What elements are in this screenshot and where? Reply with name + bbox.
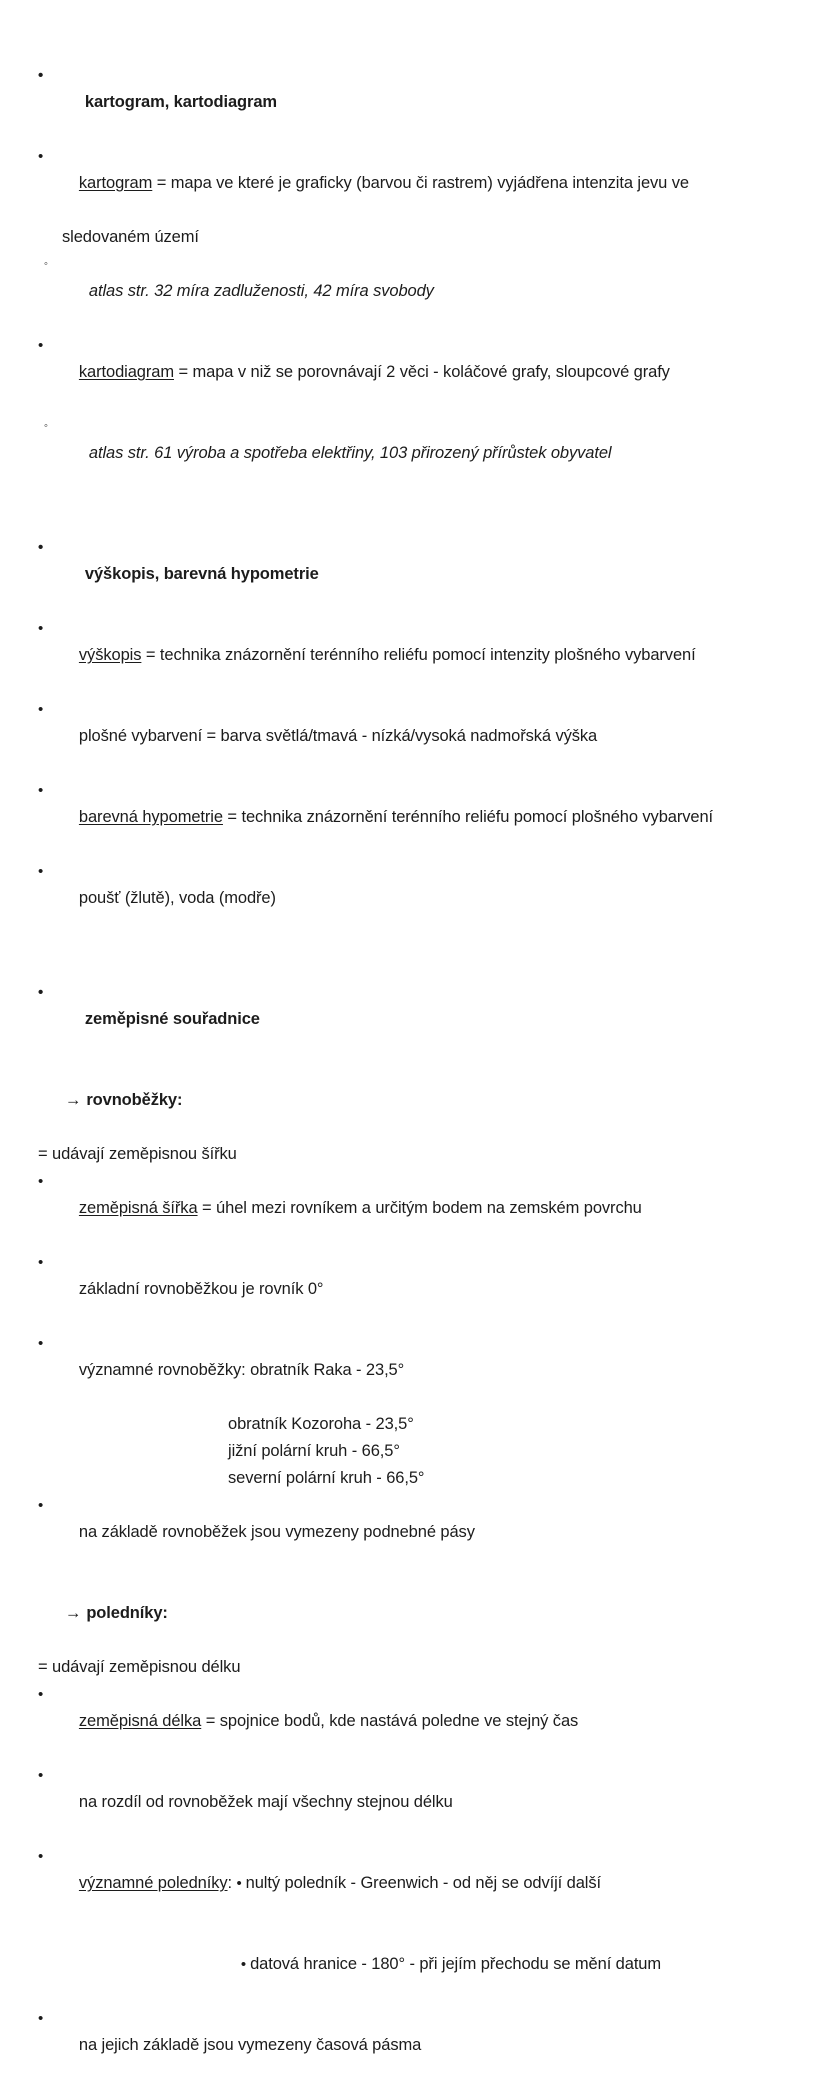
list-item [38, 858, 778, 939]
aligned-item-severni-polarni-kruh: severní polární kruh - 66,5° [228, 1469, 425, 1487]
subsection-heading-text: poledníky: [86, 1604, 168, 1622]
list-item-text: základní rovnoběžkou je rovník 0° [78, 1280, 324, 1298]
bullet-filled-icon: • [38, 67, 44, 84]
list-item-text: = spojnice bodů, kde nastává poledne ve stejný čas [201, 1712, 579, 1730]
list-item [38, 1168, 778, 1249]
list-item-sub [38, 251, 778, 332]
list-item-continuation: sledovaném území [62, 228, 199, 246]
bullet-icon: • [38, 148, 44, 165]
list-item [38, 1249, 778, 1330]
bullet-icon: • [38, 1848, 44, 1865]
list-item-sub [38, 413, 778, 494]
list-item [38, 1681, 778, 1762]
list-item-text: = technika znázornění terénního reliéfu pomocí plošného vybarvení [222, 808, 714, 826]
notes-content [38, 62, 778, 2086]
definition-line: = udávají zeměpisnou délku [38, 1658, 241, 1676]
bullet-icon: • [38, 1497, 44, 1514]
arrow-right-icon: → [64, 1091, 82, 1109]
section-heading-zemepisne-souradnice [38, 979, 778, 1060]
list-item [38, 143, 778, 224]
subsection-heading-poledniky [38, 1573, 778, 1654]
bullet-filled-icon: • [38, 984, 44, 1001]
list-item-vyznamne-poledniky [38, 1843, 778, 1924]
bullet-icon: • [38, 782, 44, 799]
list-item [38, 332, 778, 413]
bullet-icon: • [38, 863, 44, 880]
section-heading-text: zeměpisné souřadnice [84, 1010, 260, 1028]
bullet-icon: • [38, 1686, 44, 1703]
list-item-sub-text: atlas str. 61 výroba a spotřeba elektřiny, 103 přirozený přírůstek obyvatel [88, 444, 612, 462]
list-item [38, 2005, 778, 2086]
term-zemepisna-sirka: zeměpisná šířka [78, 1199, 198, 1217]
arrow-right-icon: → [64, 1604, 82, 1622]
bullet-icon: • [38, 1254, 44, 1271]
colon-separator: : [227, 1874, 237, 1892]
bullet-icon: • [38, 1767, 44, 1784]
list-item-text: = technika znázornění terénního reliéfu pomocí intenzity plošného vybarvení [141, 646, 696, 664]
section-spacer [38, 939, 778, 979]
bullet-icon: • [38, 701, 44, 718]
aligned-item-kozoroh: obratník Kozoroha - 23,5° [228, 1415, 414, 1433]
list-item-text: = mapa ve které je graficky (barvou či rastrem) vyjádřena intenzita jevu ve [152, 174, 689, 192]
inner-list-item-datova-hranice [38, 1924, 778, 2005]
list-item-text: plošné vybarvení = barva světlá/tmavá - nízká/vysoká nadmořská výška [78, 727, 598, 745]
term-zemepisna-delka: zeměpisná délka [78, 1712, 202, 1730]
aligned-item-jizni-polarni-kruh: jižní polární kruh - 66,5° [228, 1442, 400, 1460]
inner-bullet-icon: • [240, 1956, 247, 1973]
list-item [38, 1492, 778, 1573]
section-heading-kartogram [38, 62, 778, 143]
list-item-sub-text: atlas str. 32 míra zadluženosti, 42 míra svobody [88, 282, 434, 300]
list-item [38, 615, 778, 696]
list-item-text: významné rovnoběžky: obratník Raka - 23,5° [78, 1361, 405, 1379]
term-vyskopis: výškopis [78, 646, 142, 664]
subsection-heading-text: rovnoběžky: [86, 1091, 183, 1109]
bullet-icon: • [38, 2010, 44, 2027]
section-spacer [38, 494, 778, 534]
list-item-text: na rozdíl od rovnoběžek mají všechny stejnou délku [78, 1793, 453, 1811]
bullet-filled-icon: • [38, 539, 44, 556]
definition-line: = udávají zeměpisnou šířku [38, 1145, 237, 1163]
list-item [38, 696, 778, 777]
list-item [38, 1762, 778, 1843]
bullet-icon: • [38, 1173, 44, 1190]
term-barevna-hypometrie: barevná hypometrie [78, 808, 223, 826]
list-item-text: = úhel mezi rovníkem a určitým bodem na zemském povrchu [197, 1199, 642, 1217]
bullet-hollow-icon: ◦ [44, 258, 48, 270]
list-item-text: = mapa v niž se porovnávají 2 věci - koláčové grafy, sloupcové grafy [174, 363, 670, 381]
inner-bullet-icon: • [236, 1875, 242, 1892]
list-item-text: na jejich základě jsou vymezeny časová pásma [78, 2036, 422, 2054]
list-item [38, 1330, 778, 1411]
bullet-hollow-icon: ◦ [44, 420, 48, 432]
list-item-text: na základě rovnoběžek jsou vymezeny podnebné pásy [78, 1523, 475, 1541]
section-heading-text: kartogram, kartodiagram [84, 93, 278, 111]
section-heading-text: výškopis, barevná hypometrie [84, 565, 319, 583]
term-vyznamne-poledniky: významné poledníky [78, 1874, 228, 1892]
section-heading-vyskopis [38, 534, 778, 615]
term-kartodiagram: kartodiagram [78, 363, 174, 381]
term-kartogram: kartogram [78, 174, 153, 192]
bullet-icon: • [38, 337, 44, 354]
bullet-icon: • [38, 1335, 44, 1352]
list-item [38, 777, 778, 858]
inner-item-text: nultý poledník - Greenwich - od něj se odvíjí další [245, 1874, 601, 1892]
bullet-icon: • [38, 620, 44, 637]
subsection-heading-rovnobezky [38, 1060, 778, 1141]
list-item-text: poušť (žlutě), voda (modře) [78, 889, 276, 907]
inner-item-text: datová hranice - 180° - při jejím přechodu se mění datum [250, 1955, 662, 1973]
